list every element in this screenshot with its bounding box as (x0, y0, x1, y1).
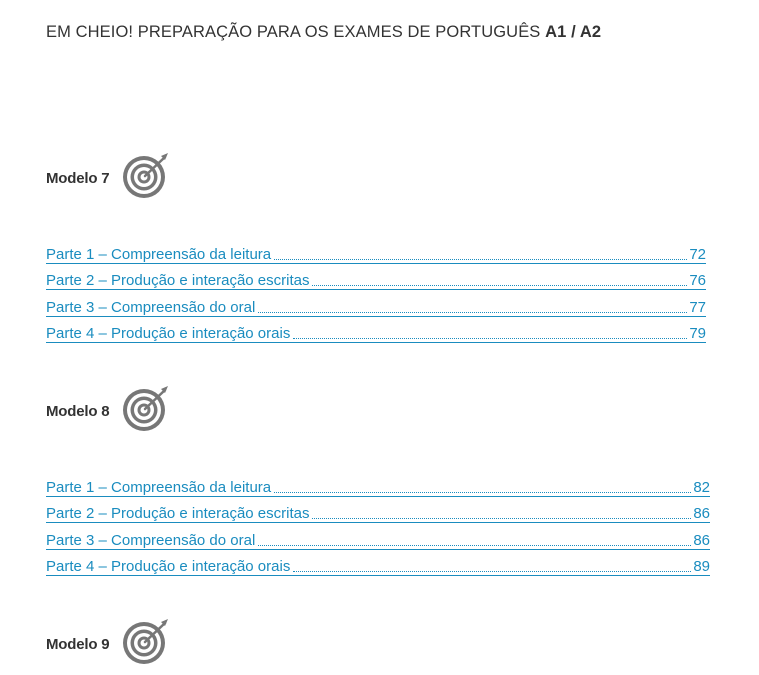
toc-entry-text: Parte 1 – Compreensão da leitura (46, 245, 272, 263)
target-icon (121, 618, 171, 671)
toc-entry-text: Parte 1 – Compreensão da leitura (46, 478, 272, 496)
model-7-toc (46, 237, 706, 343)
title-levels: A1 / A2 (545, 23, 602, 41)
toc-entry-model-7-part-2[interactable] (46, 264, 706, 291)
toc-entry-model-8-part-3[interactable] (46, 523, 710, 550)
document-title (46, 23, 601, 42)
toc-entry-text: Parte 3 – Compreensão do oral (46, 298, 256, 316)
toc-entry-model-7-part-3[interactable] (46, 290, 706, 317)
model-9-heading (46, 618, 171, 671)
toc-entry-text: Parte 3 – Compreensão do oral (46, 531, 256, 549)
dot-leader (274, 491, 691, 493)
model-label: Modelo 8 (46, 403, 110, 420)
toc-entry-model-8-part-4[interactable] (46, 550, 710, 577)
model-7-heading (46, 152, 171, 205)
toc-page-number: 86 (693, 531, 710, 549)
toc-page-number: 89 (693, 558, 710, 576)
dot-leader (312, 517, 691, 519)
toc-entry-model-7-part-1[interactable] (46, 237, 706, 264)
toc-page-number: 76 (689, 272, 706, 290)
model-8-toc (46, 470, 710, 576)
dot-leader (258, 544, 691, 546)
dot-leader (293, 337, 687, 339)
dot-leader (293, 570, 691, 572)
toc-entry-text: Parte 2 – Produção e interação escritas (46, 272, 310, 290)
toc-entry-model-8-part-1[interactable] (46, 470, 710, 497)
toc-entry-text: Parte 4 – Produção e interação orais (46, 325, 291, 343)
model-8-heading (46, 385, 171, 438)
title-prefix: EM CHEIO! PREPARAÇÃO PARA OS EXAMES DE PORTUGUÊS (46, 23, 541, 41)
model-label: Modelo 7 (46, 170, 110, 187)
toc-entry-model-8-part-2[interactable] (46, 497, 710, 524)
toc-page-number: 72 (689, 245, 706, 263)
toc-page-number: 77 (689, 298, 706, 316)
toc-page-number: 79 (689, 325, 706, 343)
toc-entry-model-7-part-4[interactable] (46, 317, 706, 344)
model-label: Modelo 9 (46, 636, 110, 653)
toc-entry-text: Parte 4 – Produção e interação orais (46, 558, 291, 576)
dot-leader (312, 284, 687, 286)
toc-page-number: 86 (693, 505, 710, 523)
dot-leader (258, 311, 687, 313)
target-icon (121, 385, 171, 438)
target-icon (121, 152, 171, 205)
toc-page-number: 82 (693, 478, 710, 496)
dot-leader (274, 258, 687, 260)
toc-entry-text: Parte 2 – Produção e interação escritas (46, 505, 310, 523)
